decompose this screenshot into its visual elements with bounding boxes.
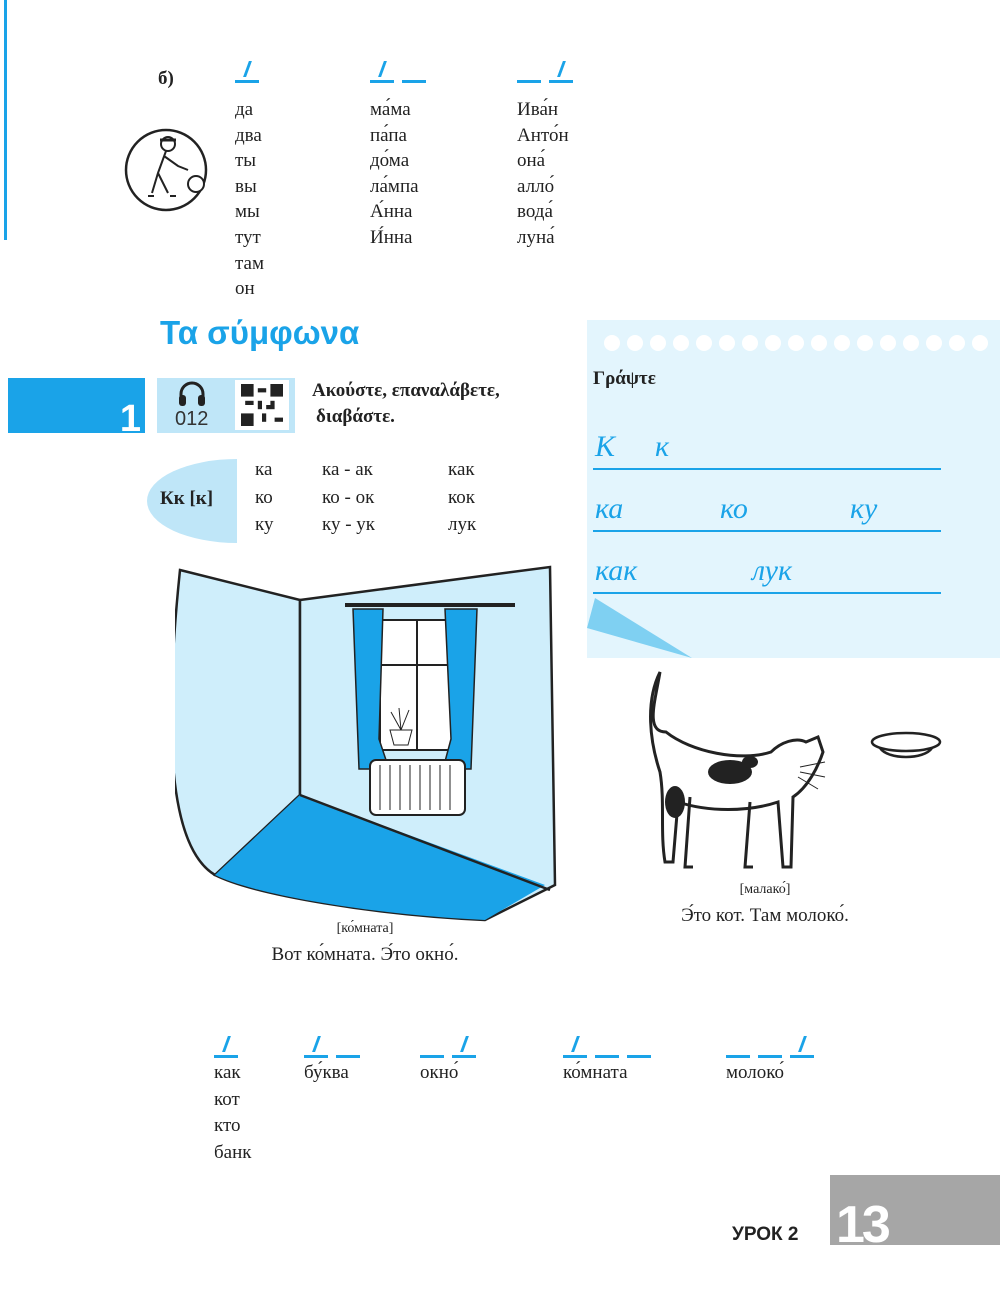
- stressed-syllable-mark: [214, 1032, 238, 1060]
- notebook-hole: [834, 335, 850, 351]
- word: он: [235, 278, 255, 300]
- cat-transcription: [малако́]: [739, 882, 791, 897]
- unstressed-syllable-mark: [336, 1032, 360, 1060]
- room-sentence: Вот ко́мната. Э́то окно́.: [271, 944, 459, 965]
- word: ты: [235, 150, 257, 172]
- cursive-sample: К: [595, 430, 615, 463]
- stressed-syllable-mark: [452, 1032, 476, 1060]
- lesson-label: УРОК 2: [732, 1224, 799, 1245]
- cursive-sample: ко: [720, 492, 748, 525]
- notebook-heading: Γράψτε: [593, 368, 656, 389]
- notebook-hole: [880, 335, 896, 351]
- word: па́па: [370, 124, 407, 146]
- unstressed-syllable-mark: [595, 1032, 619, 1060]
- notebook-hole: [926, 335, 942, 351]
- stress-pattern: [563, 1032, 651, 1060]
- stressed-syllable-mark: [549, 57, 573, 85]
- syllable: ка: [255, 459, 273, 480]
- room-illustration: [175, 565, 560, 930]
- notebook-hole: [857, 335, 873, 351]
- word: вода́: [517, 201, 553, 223]
- stressed-syllable-mark: [304, 1032, 328, 1060]
- notebook-hole: [972, 335, 988, 351]
- notebook-hole: [673, 335, 689, 351]
- word: кто: [214, 1115, 241, 1136]
- word: банк: [214, 1141, 252, 1163]
- qr-code-icon[interactable]: [235, 380, 289, 430]
- stressed-syllable-mark: [790, 1032, 814, 1060]
- syllable: лук: [448, 514, 477, 535]
- notebook-hole: [742, 335, 758, 351]
- notebook-hole: [627, 335, 643, 351]
- room-transcription: [ко́мната]: [336, 921, 394, 936]
- instruction-line: Ακούστε, επαναλάβετε,: [312, 380, 500, 401]
- writing-line: [593, 468, 941, 470]
- word: вы: [235, 175, 257, 197]
- word: два: [235, 124, 262, 146]
- exercise-number-badge: [8, 378, 145, 440]
- milk-bowl-icon: [868, 730, 944, 767]
- notebook-hole: [604, 335, 620, 351]
- stress-pattern: [517, 57, 573, 85]
- instruction-line: διαβάστε.: [316, 406, 395, 427]
- cursive-sample: ка: [595, 492, 624, 525]
- unstressed-syllable-mark: [420, 1032, 444, 1060]
- word: окно́: [420, 1062, 459, 1083]
- stress-pattern: [214, 1032, 238, 1060]
- word: да: [235, 99, 254, 120]
- unstressed-syllable-mark: [758, 1032, 782, 1060]
- stress-pattern: [235, 57, 259, 85]
- stress-pattern: [726, 1032, 814, 1060]
- notebook-tail: [587, 598, 697, 665]
- word: молоко́: [726, 1062, 785, 1083]
- word: А́нна: [370, 201, 413, 223]
- syllable: ку - ук: [322, 514, 376, 535]
- writing-line: [593, 530, 941, 532]
- syllable: ко: [255, 486, 273, 508]
- notebook-hole: [765, 335, 781, 351]
- word: ко́мната: [563, 1062, 628, 1083]
- cat-sentence: Э́то кот. Там молоко́.: [681, 905, 849, 926]
- page-number-tab: [830, 1175, 1000, 1254]
- word: ла́мпа: [370, 175, 419, 197]
- word: как: [214, 1062, 241, 1083]
- word: И́нна: [370, 227, 413, 248]
- writing-line: [593, 592, 941, 594]
- word: тут: [235, 227, 261, 248]
- notebook-hole: [811, 335, 827, 351]
- cursive-sample: к: [655, 430, 670, 463]
- letter-label: Кк [к]: [160, 488, 214, 509]
- syllable: как: [448, 459, 475, 480]
- word: ма́ма: [370, 99, 411, 120]
- word: кот: [214, 1088, 240, 1110]
- notebook-hole: [719, 335, 735, 351]
- word: она́: [517, 150, 546, 172]
- audio-track-number: 012: [175, 408, 209, 430]
- word: бу́ква: [304, 1062, 349, 1083]
- cursive-sample: лук: [752, 554, 793, 587]
- stressed-syllable-mark: [370, 57, 394, 85]
- cat-illustration: [630, 662, 830, 887]
- unstressed-syllable-mark: [402, 57, 426, 85]
- stressed-syllable-mark: [235, 57, 259, 85]
- cursive-sample: как: [595, 554, 638, 587]
- unstressed-syllable-mark: [517, 57, 541, 85]
- word: мы: [235, 201, 260, 223]
- stress-pattern: [420, 1032, 476, 1060]
- unstressed-syllable-mark: [726, 1032, 750, 1060]
- notebook-hole: [903, 335, 919, 351]
- notebook-hole: [696, 335, 712, 351]
- syllable: ко - ок: [322, 486, 375, 508]
- word: Анто́н: [517, 124, 569, 146]
- word: Ива́н: [517, 99, 559, 120]
- audio-box[interactable]: [157, 378, 295, 433]
- notebook-holes: [604, 335, 988, 351]
- word: до́ма: [370, 150, 410, 172]
- section-label: б): [158, 68, 174, 89]
- margin-bar: [4, 0, 7, 240]
- cursive-sample: ку: [850, 492, 878, 525]
- stress-pattern: [370, 57, 426, 85]
- unstressed-syllable-mark: [627, 1032, 651, 1060]
- syllable: ку: [255, 514, 274, 535]
- exercise-number: 1: [119, 398, 141, 440]
- stressed-syllable-mark: [563, 1032, 587, 1060]
- word: алло́: [517, 175, 555, 197]
- instruction: [312, 378, 500, 430]
- notebook-hole: [650, 335, 666, 351]
- word: там: [235, 252, 264, 274]
- syllable: кок: [448, 486, 475, 508]
- section-title: Τα σύμφωνα: [160, 314, 360, 351]
- stress-pattern: [304, 1032, 360, 1060]
- notebook-hole: [788, 335, 804, 351]
- page-number: 13: [836, 1196, 888, 1254]
- syllable: ка - ак: [322, 459, 373, 480]
- word: луна́: [517, 227, 555, 248]
- notebook-hole: [949, 335, 965, 351]
- boy-ball-icon: [124, 126, 208, 221]
